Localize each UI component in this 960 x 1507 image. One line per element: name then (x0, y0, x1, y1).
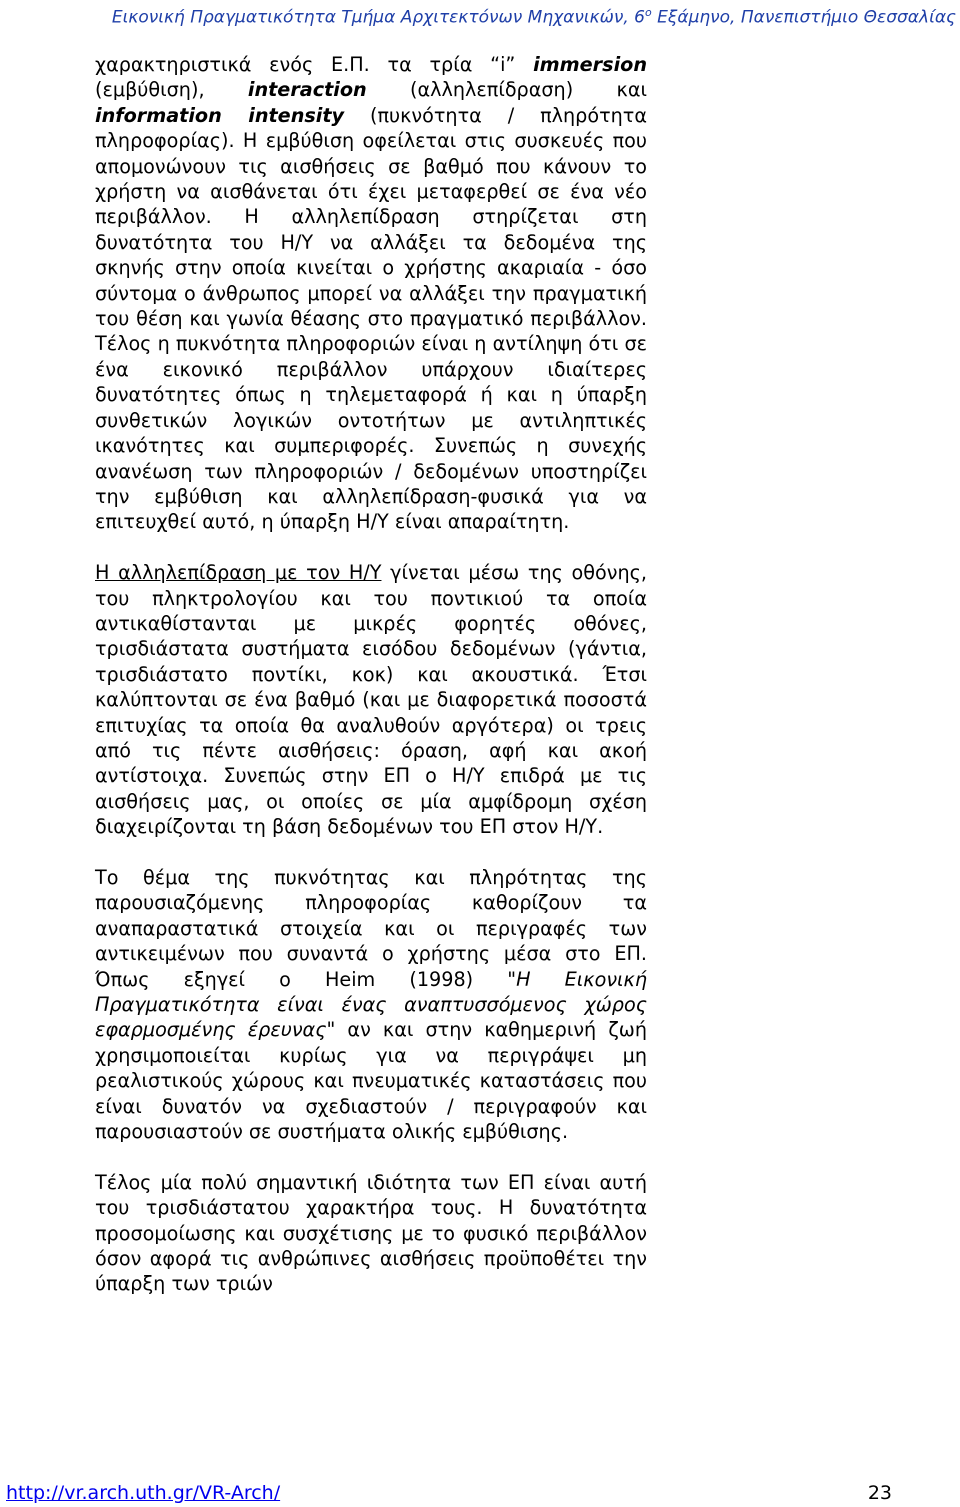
p3-text-c: " αν και στην καθημερινή ζωή χρησιμοποιείται κυρίως για να περιγράψει μη ρεαλιστικούς χώρους και πνευματικές καταστάσεις που είναι δυνατόν να σχεδιαστούν / περιγραφούν και παρουσιαστούν σε συστήματα ολικής εμβύθισης. (95, 1018, 647, 1144)
p1-text-e: (αλληλεπίδραση) και (366, 78, 647, 102)
p1-text-c: (εμβύθιση), (95, 78, 248, 102)
p1-text-a: χαρακτηριστικά ενός Ε.Π. τα τρία “i” (95, 53, 534, 76)
paragraph-3d (95, 1170, 647, 1297)
running-header (0, 6, 960, 28)
p2-text-b: γίνεται μέσω της οθόνης, του πληκτρολογίου και του ποντικιού τα οποία αντικαθίστανται με μικρές φορητές οθόνες, τρισδιάστατα συστήματα εισόδου δεδομένων (γάντια, τρισδιάστατο ποντίκι, κοκ) και ακουστικά. Έτσι καλύπτονται σε ένα βαθμό (και με διαφορετικά ποσοστά επιτυχίας τα οποία θα αναλυθούν αργότερα) οι τρεις από τις πέντε αισθήσεις: όραση, αφή και ακοή αντίστοιχα. Συνεπώς στην ΕΠ ο Η/Υ επιδρά με τις αισθήσεις μας, οι οποίες σε μία αμφίδρομη σχέση διαχειρίζονται τη βάση δεδομένων του ΕΠ στον Η/Υ. (95, 561, 647, 839)
running-header-superscript: ο (645, 6, 652, 19)
term-interaction: interaction (247, 78, 367, 102)
p3-text-a: Το θέμα της πυκνότητας και πληρότητας της παρουσιαζόμενης πληροφορίας καθορίζουν τα αναπαραστατικά στοιχεία και οι περιγραφές των αντικειμένων που συναντά ο χρήστης μέσα στο ΕΠ. Όπως εξηγεί ο Heim (1998) " (95, 865, 647, 991)
footer-link[interactable]: http://vr.arch.uth.gr/VR-Arch/ (6, 1482, 281, 1504)
term-information-intensity: information intensity (95, 103, 345, 127)
p4-text-a: Τέλος μία πολύ σημαντική ιδιότητα των ΕΠ είναι αυτή του τρισδιάστατου χαρακτήρα τους. Η δυνατότητα προσομοίωσης και συσχέτισης με το φυσικό περιβάλλον όσον αφορά τις ανθρώπινες αισθήσεις προϋποθέτει την ύπαρξη των τριών (95, 1170, 647, 1296)
paragraph-density (95, 865, 647, 1144)
page-number: 23 (867, 1482, 892, 1504)
running-header-text-end: Εξάμηνο, Πανεπιστήμιο Θεσσαλίας (651, 7, 956, 28)
term-immersion: immersion (533, 53, 647, 76)
paragraph-immersion (95, 52, 647, 535)
paragraph-interaction (95, 560, 647, 839)
p1-text-g: (πυκνότητα / πληρότητα πληροφορίας). Η εμβύθιση οφείλεται στις συσκευές που απομονώνουν τις αισθήσεις σε βαθμό που κάνουν το χρήστη να αισθάνεται ότι έχει μεταφερθεί σε ένα νέο περιβάλλον. Η αλληλεπίδραση στηρίζεται στη δυνατότητα του Η/Υ να αλλάξει τα δεδομένα της σκηνής στην οποία κινείται ο χρήστης ακαριαία - όσο σύντομα ο άνθρωπος μπορεί να αλλάξει την πραγματική του θέση και γωνία θέασης στο πραγματικό περιβάλλον. Τέλος η πυκνότητα πληροφοριών είναι η αντίληψη ότι σε ένα εικονικό περιβάλλον υπάρχουν ιδιαίτερες δυνατότητες όπως η τηλεμεταφορά ή και η ύπαρξη συνθετικών λογικών οντοτήτων με αντιληπτικές ικανότητες και συμπεριφορές. Συνεπώς η συνεχής ανανέωση των πληροφοριών / δεδομένων υποστηρίζει την εμβύθιση και αλληλεπίδραση-φυσικά για να επιτευχθεί αυτό, η ύπαρξη Η/Υ είναι απαραίτητη. (95, 103, 647, 534)
underlined-heading-interaction: Η αλληλεπίδραση με τον Η/Υ (95, 561, 382, 585)
running-header-text: Εικονική Πραγματικότητα Τμήμα Αρχιτεκτόνων Μηχανικών, 6 (111, 7, 645, 28)
heim-quote: Η Εικονική Πραγματικότητα είναι ένας αναπτυσσόμενος χώρος εφαρμοσμένης έρευνας (95, 967, 647, 1042)
body-text (95, 52, 647, 1322)
